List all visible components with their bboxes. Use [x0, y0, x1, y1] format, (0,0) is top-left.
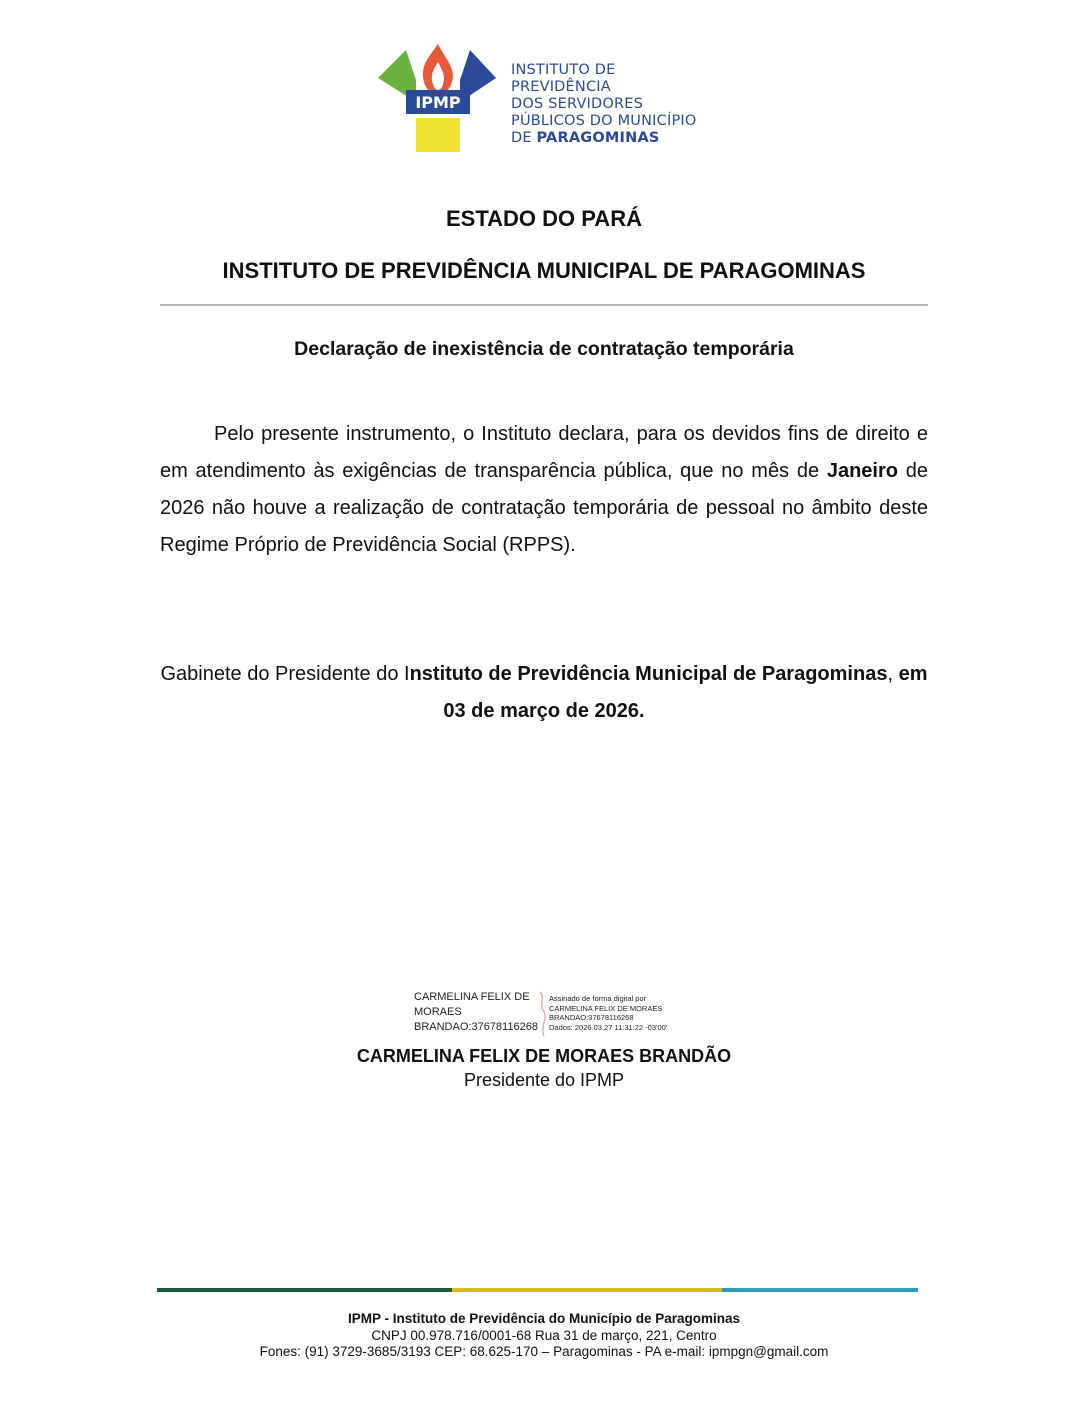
signature-name — [414, 990, 542, 1035]
signature-info-line: CARMELINA FELIX DE MORAES — [549, 1003, 663, 1013]
header-divider — [160, 304, 928, 306]
footer-bar-green — [157, 1288, 452, 1292]
digital-signature-block[interactable] — [414, 990, 714, 1040]
closing-bold-2: em 03 de março de 2026. — [443, 663, 928, 722]
signer-role: Presidente do IPMP — [463, 1070, 625, 1090]
logo-wordmark — [511, 62, 716, 147]
state-heading: ESTADO DO PARÁ — [446, 206, 642, 231]
footer-bar-blue — [722, 1288, 918, 1292]
body-month: Janeiro — [826, 460, 898, 482]
document-title: Declaração de inexistência de contratação temporária — [294, 338, 794, 360]
footer-line-1: IPMP - Instituto de Previdência do Município de Paragominas — [347, 1311, 741, 1326]
logo-line-4 — [511, 130, 716, 147]
footer-bar-yellow — [452, 1288, 722, 1292]
signer-name: CARMELINA FELIX DE MORAES BRANDÃO — [356, 1046, 732, 1066]
body-part-1: Pelo presente instrumento, o Instituto declara, para os devidos fins de direito e em atendimento às exigências de transparência pública, que no mês de — [160, 423, 928, 482]
signature-info-line: Assinado de forma digital por — [549, 994, 647, 1003]
signature-name-line: CARMELINA FELIX DE — [414, 991, 530, 1003]
logo-line-4-prefix: DE — [511, 130, 537, 146]
declaration-paragraph — [160, 416, 928, 564]
signature-info-line: BRANDAO:37678116268 — [549, 1013, 634, 1022]
logo-line-4-strong: PARAGOMINAS — [536, 130, 660, 146]
ipmp-logo — [376, 44, 716, 156]
footer-line-2: CNPJ 00.978.716/0001-68 Rua 31 de março, 221, Centro — [371, 1327, 717, 1343]
closing-bold-1: nstituto de Previdência Municipal de Paragominas — [409, 663, 888, 685]
logo-line-3: PÚBLICOS DO MUNICÍPIO — [511, 113, 697, 129]
signature-info — [549, 994, 709, 1032]
body-part-2: de 2026 não houve a realização de contratação temporária de pessoal no âmbito deste Regime Próprio de Previdência Social (RPPS). — [160, 460, 928, 556]
ipmp-emblem-icon — [376, 44, 498, 156]
logo-badge-text: IPMP — [415, 93, 461, 112]
closing-part-1: Gabinete do Presidente do I — [160, 663, 410, 685]
signature-info-line: Dados: 2026.03.27 11:31:22 -03'00' — [549, 1022, 668, 1032]
signature-name-line: BRANDAO:37678116268 — [414, 1021, 538, 1033]
footer-color-bar — [157, 1288, 918, 1292]
footer — [0, 1311, 1088, 1361]
footer-line-3: Fones: (91) 3729-3685/3193 CEP: 68.625-170 – Paragominas - PA e-mail: ipmpgn@gmail.com — [259, 1344, 829, 1359]
closing-paragraph — [160, 656, 928, 730]
institute-heading: INSTITUTO DE PREVIDÊNCIA MUNICIPAL DE PARAGOMINAS — [222, 258, 866, 283]
logo-line-1: INSTITUTO DE PREVIDÊNCIA — [511, 62, 616, 95]
signature-name-line: MORAES — [414, 1006, 462, 1018]
closing-part-2: , — [887, 663, 899, 685]
logo-line-2: DOS SERVIDORES — [511, 96, 644, 112]
